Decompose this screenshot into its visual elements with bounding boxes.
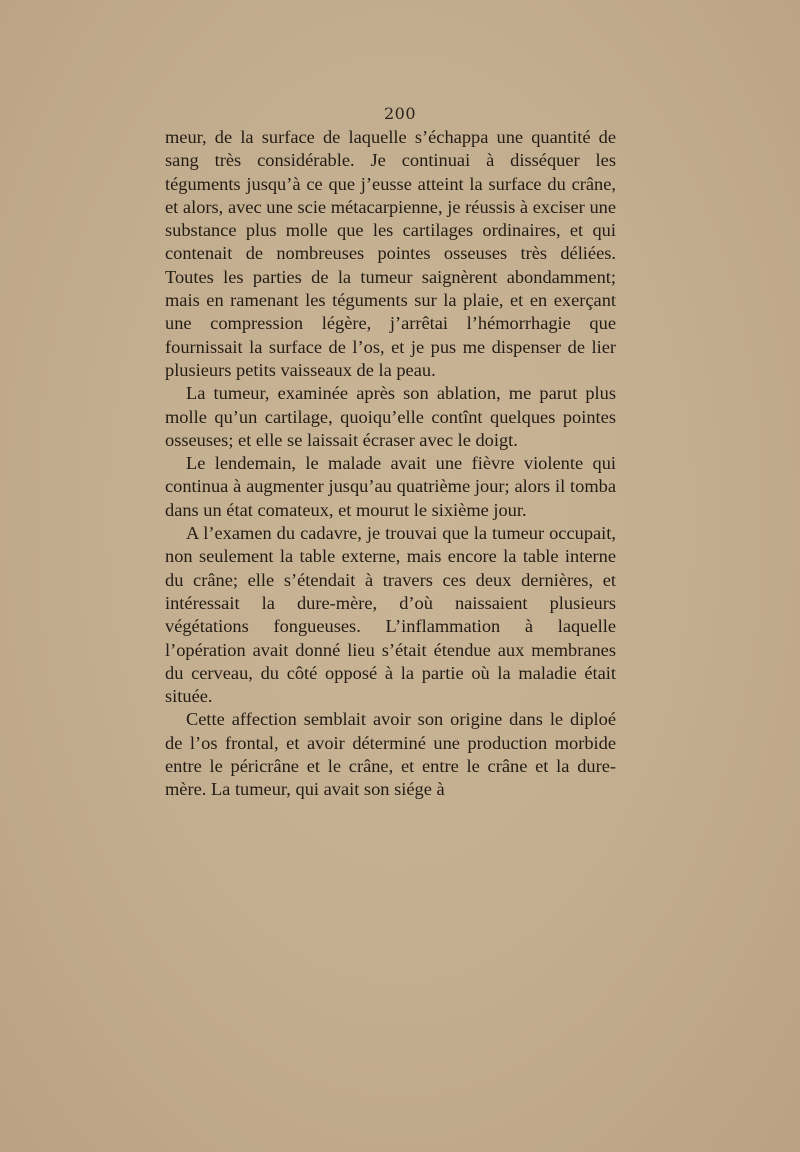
page-number: 200 bbox=[383, 104, 417, 123]
paragraph: Cette affection semblait avoir son origine dans le diploé de l’os frontal, et avoir déterminé une production morbide entre le péricrâne et le crâne, et entre le crâne et la dure-mère. La tumeur, qui avait son siége à bbox=[165, 709, 616, 800]
paragraph: meur, de la surface de laquelle s’échappa une quantité de sang très considérable. Je continuai à disséquer les téguments jusqu’à ce que j’eusse atteint la surface du crâne, et alors, avec une scie métacarpienne, je réussis à exciser une substance plus molle que les cartilages ordinaires, et qui contenait de nombreuses pointes osseuses très déliées. Toutes les parties de la tumeur saignèrent abondamment; mais en ramenant les téguments sur la plaie, et en exerçant une compression légère, j’arrêtai l’hémorrhagie que fournissait la surface de l’os, et je pus me dispenser de lier plusieurs petits vaisseaux de la peau. bbox=[165, 127, 616, 380]
paragraph: Le lendemain, le malade avait une fièvre violente qui continua à augmenter jusqu’au quatrième jour; alors il tomba dans un état comateux, et mourut le sixième jour. bbox=[165, 453, 616, 520]
body-text bbox=[165, 126, 616, 802]
paragraph: La tumeur, examinée après son ablation, me parut plus molle qu’un cartilage, quoiqu’elle contînt quelques pointes osseuses; et elle se laissait écraser avec le doigt. bbox=[165, 383, 616, 450]
paragraph: A l’examen du cadavre, je trouvai que la tumeur occupait, non seulement la table externe, mais encore la table interne du crâne; elle s’étendait à travers ces deux dernières, et intéressait la dure-mère, d’où naissaient plusieurs végétations fongueuses. L’inflammation à laquelle l’opération avait donné lieu s’était étendue aux membranes du cerveau, du côté opposé à la partie où la maladie était située. bbox=[165, 523, 616, 707]
